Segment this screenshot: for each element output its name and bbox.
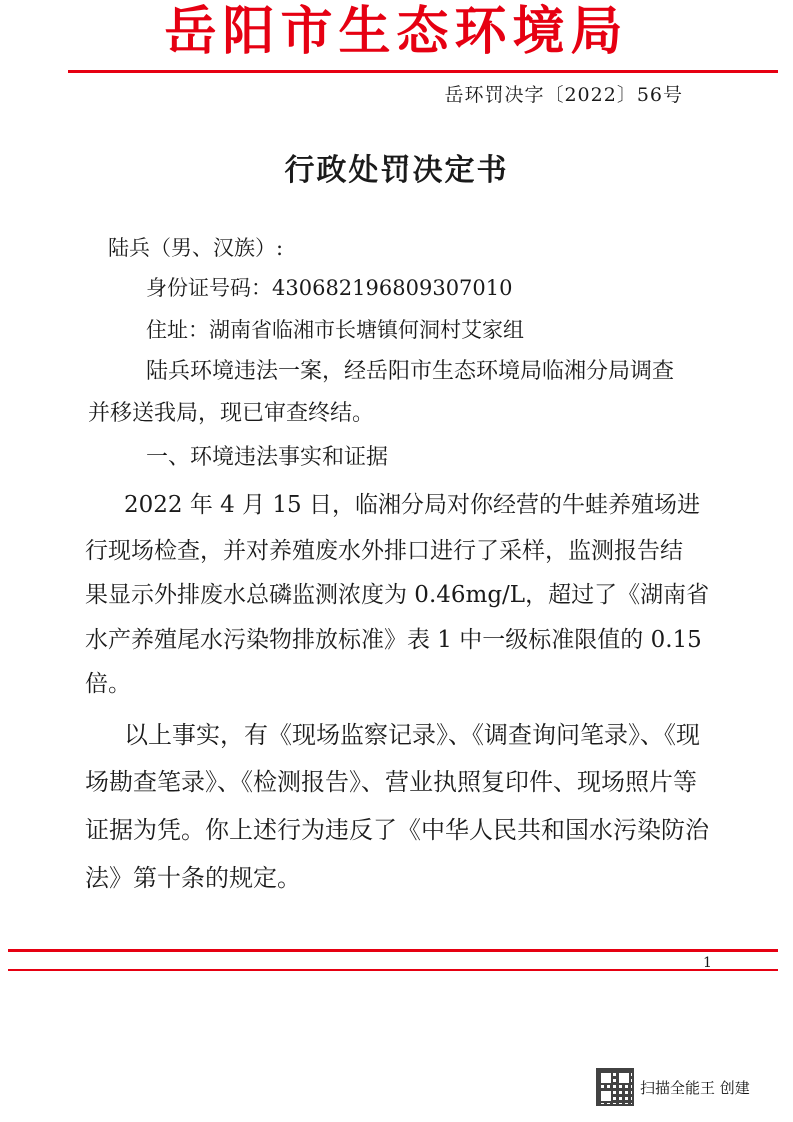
qr-code-icon [596,1068,634,1106]
document-title: 行政处罚决定书 [284,153,509,188]
footer-red-rule-top [8,949,778,952]
document-number: 岳环罚决字〔2022〕56号 [444,84,683,106]
body-line-9: 以上事实，有《现场监察记录》、《调查询问笔录》、《现 [124,721,700,749]
body-line-12: 法》第十条的规定。 [85,864,301,892]
body-line-5: 行现场检查，并对养殖废水外排口进行了采样，监测报告结 [85,538,683,564]
agency-title: 岳阳市生态环境局 [164,2,629,62]
body-line-8: 倍。 [85,671,131,697]
body-line-2: 并移送我局，现已审查终结。 [88,401,375,426]
scanner-watermark [596,1068,750,1106]
body-line-4: 2022 年 4 月 15 日，临湘分局对你经营的牛蛙养殖场进 [124,492,700,518]
body-line-10: 场勘查笔录》、《检测报告》、营业执照复印件、现场照片等 [85,768,697,796]
body-line-1: 陆兵环境违法一案，经岳阳市生态环境局临湘分局调查 [146,359,675,384]
body-line-7: 水产养殖尾水污染物排放标准》表 1 中一级标准限值的 0.15 [85,627,702,653]
section-heading-facts: 一、环境违法事实和证据 [146,445,389,470]
footer-red-rule-bottom [8,969,778,971]
party-address: 住址：湖南省临湘市长塘镇何洞村艾家组 [146,318,524,342]
header-red-rule [68,70,778,73]
party-name: 陆兵（男、汉族）: [108,236,284,260]
body-line-6: 果显示外排废水总磷监测浓度为 0.46mg/L，超过了《湖南省 [85,582,710,608]
body-line-11: 证据为凭。你上述行为违反了《中华人民共和国水污染防治 [85,816,709,844]
party-id-number: 身份证号码：430682196809307010 [146,276,513,300]
scanner-watermark-text: 扫描全能王 创建 [640,1078,750,1097]
page-number: 1 [703,955,712,971]
